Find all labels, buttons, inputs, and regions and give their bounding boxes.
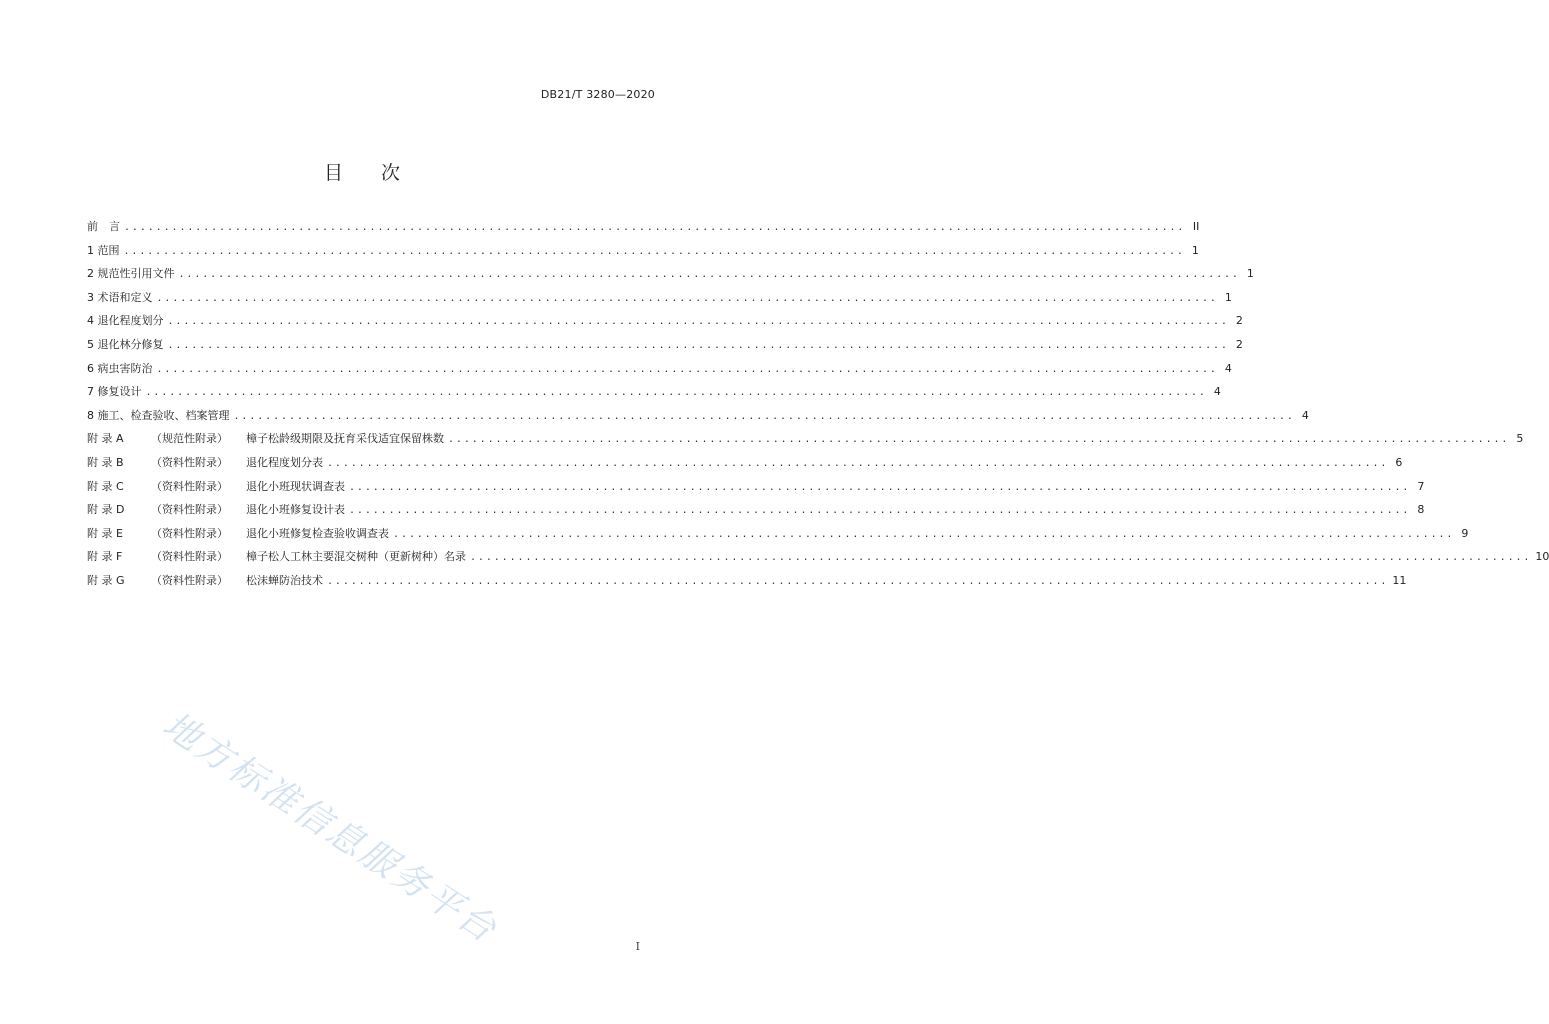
toc-entry-pest-control[interactable] [87,361,1232,385]
appendix-prefix: 附 录 B [87,455,124,469]
appendix-title: 退化小班修复检查验收调查表 [246,526,389,540]
toc-page-number: II [1192,220,1200,233]
toc-page-number: 4 [1213,385,1221,399]
toc-entry-appendix-c[interactable] [87,479,1425,503]
page-number: I [635,940,640,953]
appendix-title: 松沫蝉防治技术 [246,573,323,587]
appendix-prefix: 附 录 C [87,479,124,493]
toc-entry-appendix-e[interactable] [87,526,1469,550]
dot-leader: ...................................................................................................................................... [145,387,1207,399]
toc-page-number: 2 [1235,337,1243,351]
dot-leader: ...................................................................................................................................... [393,528,1455,540]
toc-label [87,431,444,447]
toc-page-number: 11 [1392,573,1407,587]
table-of-contents [87,219,1549,597]
toc-page-number: 1 [1246,267,1254,281]
standard-code: DB21/T 3280—2020 [540,88,655,101]
toc-page-number: 7 [1417,479,1425,493]
appendix-kind: （规范性附录） [151,432,228,446]
appendix-title: 退化小班修复设计表 [246,503,345,517]
toc-label [87,526,389,542]
appendix-title: 退化小班现状调查表 [246,479,345,493]
toc-entry-restoration-design[interactable] [87,384,1221,408]
toc-label: 5 退化林分修复 [87,337,164,351]
toc-entry-appendix-g[interactable] [87,573,1407,597]
appendix-prefix: 附 录 F [87,550,123,564]
toc-page-number: 10 [1535,550,1549,564]
appendix-kind: （资料性附录） [151,455,228,469]
appendix-title: 樟子松龄级期限及抚育采伐适宜保留株数 [246,432,444,446]
dot-leader: ...................................................................................................................................... [327,575,1389,587]
toc-entry-appendix-d[interactable] [87,502,1425,526]
toc-label [87,455,323,471]
toc-entry-stand-restoration[interactable] [87,337,1243,361]
toc-label [87,573,323,589]
page-title [0,158,724,185]
toc-label: 前 言 [87,220,120,233]
toc-label: 4 退化程度划分 [87,314,164,328]
toc-label: 8 施工、检查验收、档案管理 [87,408,230,422]
toc-page-number: 1 [1224,290,1232,304]
appendix-kind: （资料性附录） [151,550,228,564]
toc-label: 2 规范性引用文件 [87,267,175,281]
toc-page-number: 6 [1395,455,1403,469]
dot-leader: ...................................................................................................................................... [156,363,1218,375]
dot-leader: ...................................................................................................................................... [448,434,1510,446]
dot-leader: ...................................................................................................................................... [233,410,1295,422]
toc-label [87,549,466,565]
dot-leader: ...................................................................................................................................... [156,292,1218,304]
toc-entry-scope[interactable] [87,243,1199,267]
dot-leader: ...................................................................................................................................... [327,457,1389,469]
toc-page-number: 5 [1516,432,1524,446]
toc-label: 6 病虫害防治 [87,361,153,375]
title-char-right: 次 [381,162,401,184]
toc-page-number: 1 [1191,243,1199,257]
toc-entry-appendix-f[interactable] [87,549,1549,573]
dot-leader: ...................................................................................................................................... [167,339,1229,351]
toc-entry-normative-references[interactable] [87,266,1254,290]
dot-leader: ...................................................................................................................................... [349,505,1411,517]
toc-entry-terms[interactable] [87,290,1232,314]
toc-page-number: 2 [1235,314,1243,328]
toc-label: 3 术语和定义 [87,290,153,304]
watermark: 地方标准信息服务平台 [155,704,505,952]
appendix-kind: （资料性附录） [151,479,228,493]
appendix-title: 退化程度划分表 [246,455,323,469]
dot-leader: ...................................................................................................................................... [123,245,1185,257]
dot-leader: ...................................................................................................................................... [178,269,1240,281]
toc-page-number: 4 [1301,408,1309,422]
toc-entry-construction-management[interactable] [87,408,1309,432]
dot-leader: ...................................................................................................................................... [124,222,1186,233]
toc-page-number: 9 [1461,526,1469,540]
appendix-kind: （资料性附录） [151,503,228,517]
appendix-prefix: 附 录 G [87,573,125,587]
dot-leader: ...................................................................................................................................... [349,481,1411,493]
toc-label [87,502,345,518]
toc-page-number: 8 [1417,503,1425,517]
dot-leader: ...................................................................................................................................... [167,316,1229,328]
toc-entry-appendix-b[interactable] [87,455,1403,479]
appendix-prefix: 附 录 E [87,526,123,540]
toc-entry-foreword[interactable] [87,219,1200,243]
toc-label: 1 范围 [87,243,120,257]
dot-leader: ...................................................................................................................................... [470,552,1532,564]
toc-page-number: 4 [1224,361,1232,375]
toc-label [87,479,345,495]
toc-entry-degradation-division[interactable] [87,313,1243,337]
title-char-left: 目 [323,162,343,184]
toc-label: 7 修复设计 [87,385,142,399]
appendix-prefix: 附 录 D [87,503,125,517]
toc-entry-appendix-a[interactable] [87,431,1524,455]
appendix-kind: （资料性附录） [151,573,228,587]
appendix-title: 樟子松人工林主要混交树种（更新树种）名录 [246,550,466,564]
appendix-prefix: 附 录 A [87,432,124,446]
appendix-kind: （资料性附录） [151,526,228,540]
